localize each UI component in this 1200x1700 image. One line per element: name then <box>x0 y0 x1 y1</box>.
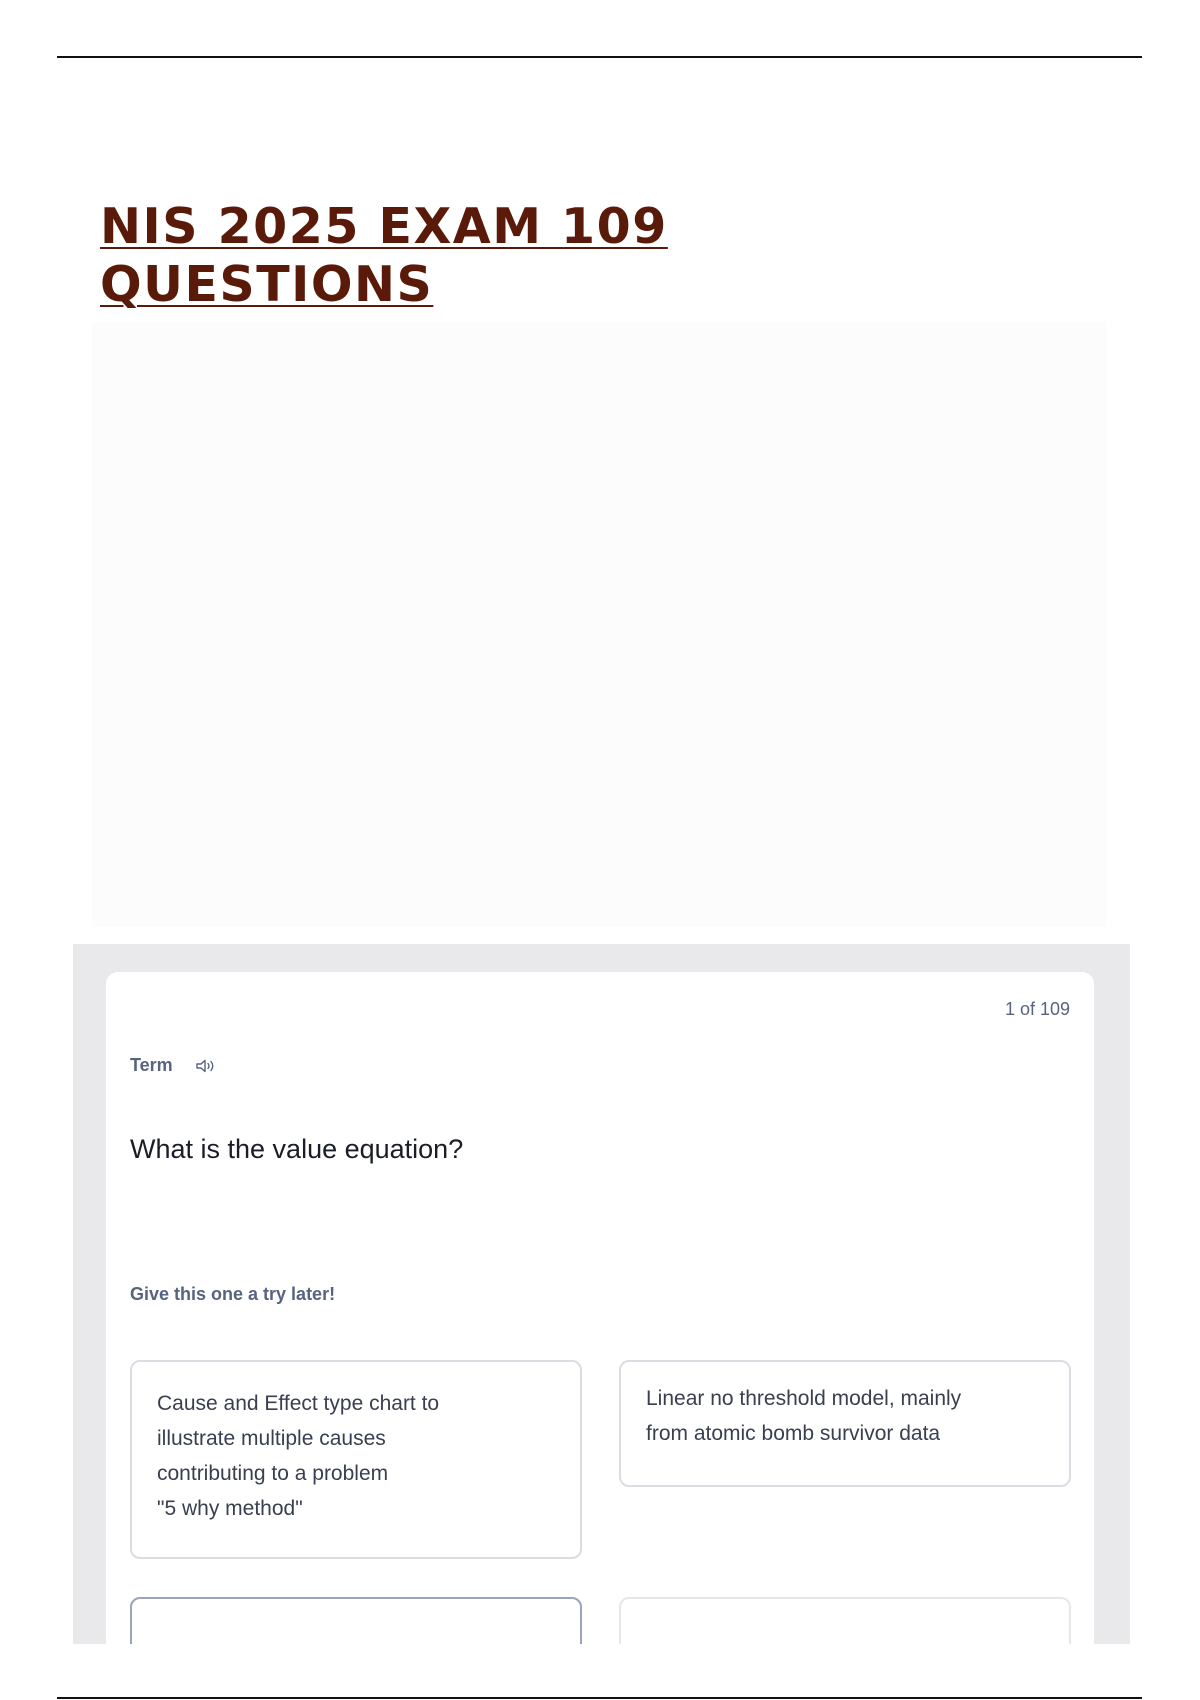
option-line: contributing to a problem <box>157 1462 389 1485</box>
term-header <box>130 1055 217 1076</box>
flashcard-screenshot <box>73 944 1130 1644</box>
flashcard <box>106 972 1094 1644</box>
question-text: What is the value equation? <box>130 1134 464 1164</box>
speaker-icon[interactable] <box>195 1058 217 1074</box>
term-label: Term <box>130 1055 173 1075</box>
card-counter: 1 of 109 <box>1004 999 1070 1019</box>
bottom-rule <box>57 1697 1142 1699</box>
option-line: "5 why method" <box>157 1497 303 1520</box>
answer-option-4[interactable] <box>619 1597 1071 1644</box>
answer-option-1[interactable] <box>130 1360 582 1559</box>
blank-area <box>92 322 1106 927</box>
answer-option-2[interactable] <box>619 1360 1071 1487</box>
try-later-hint: Give this one a try later! <box>130 1284 336 1304</box>
option-line: illustrate multiple causes <box>157 1427 386 1450</box>
option-line: Linear no threshold model, mainly <box>646 1387 962 1410</box>
top-rule <box>57 56 1142 58</box>
option-line: Cause and Effect type chart to <box>157 1392 440 1415</box>
title-line-1: NIS 2025 EXAM 109 QUESTIONS <box>100 198 668 313</box>
option-line: from atomic bomb survivor data <box>646 1422 941 1445</box>
answer-option-3[interactable] <box>130 1597 582 1644</box>
